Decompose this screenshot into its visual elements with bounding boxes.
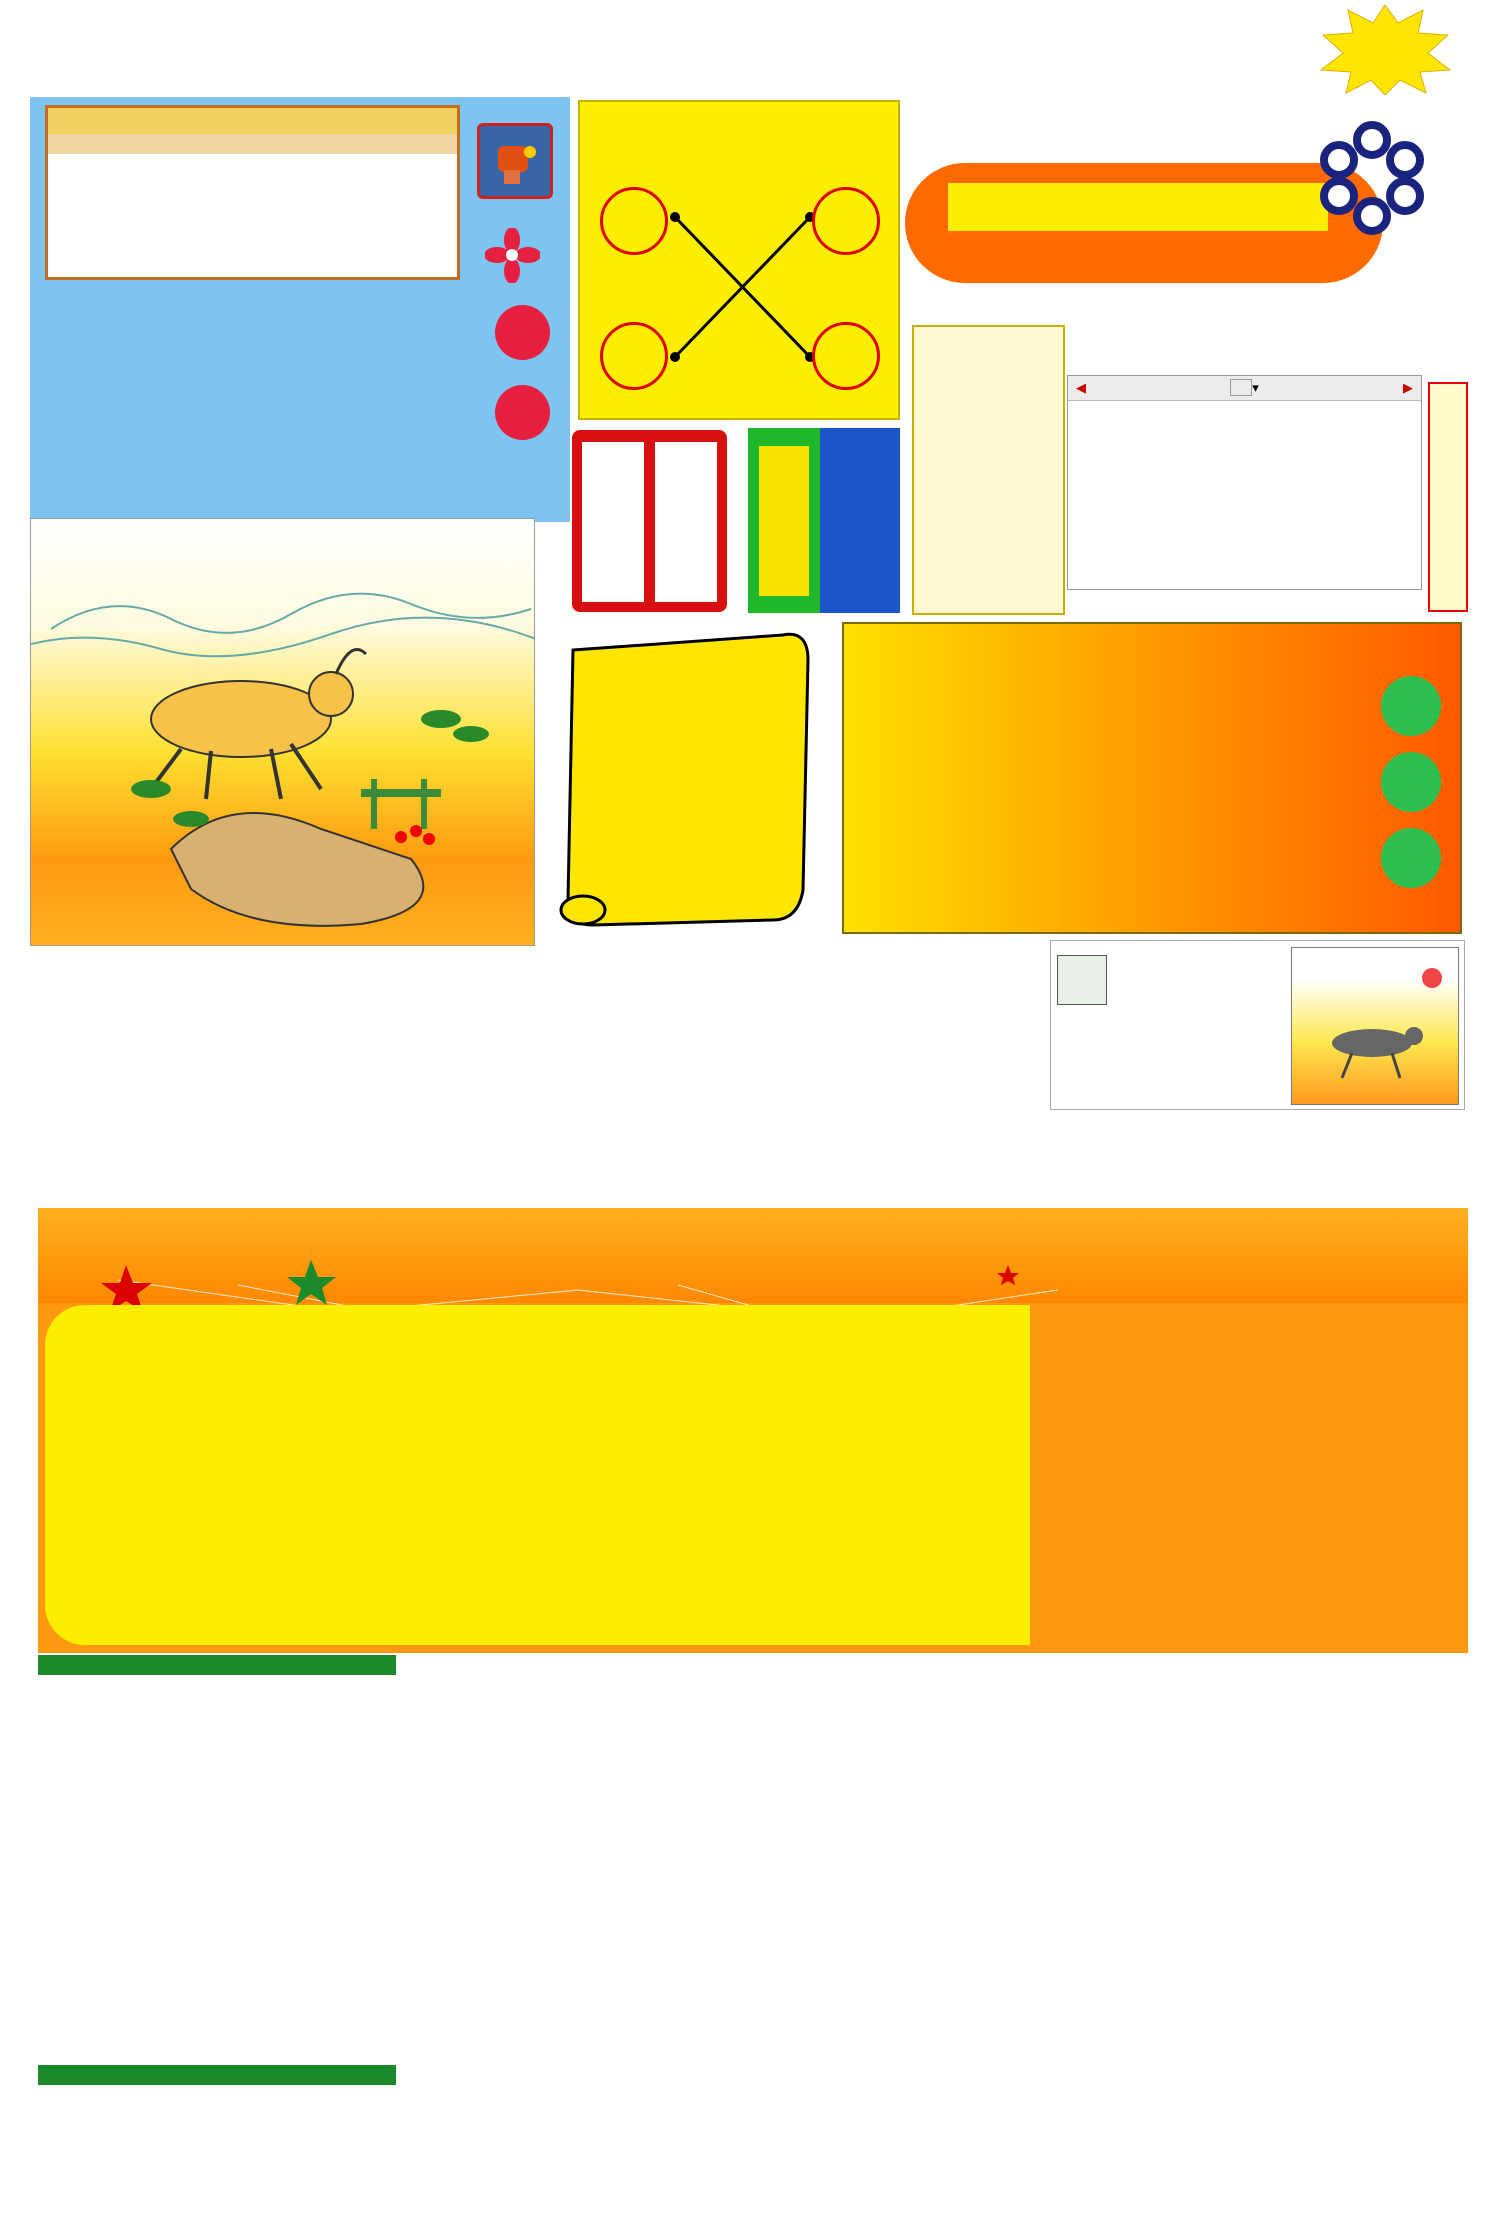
special-panel — [748, 428, 900, 613]
ring-logo-icon — [1312, 118, 1432, 238]
combo-number-bl — [600, 322, 668, 390]
starburst-icon — [1318, 5, 1453, 95]
special-number-box — [748, 428, 820, 613]
special-ball-35 — [1381, 752, 1441, 812]
combo-number-tl — [600, 187, 668, 255]
goat-illustration — [30, 518, 535, 946]
stats-table — [38, 2065, 1463, 2195]
calendar-selector[interactable]: ▾ — [1230, 380, 1259, 396]
number-ball-42 — [495, 385, 550, 440]
big-card — [582, 442, 644, 602]
notice-icon — [1057, 955, 1107, 1005]
draw-results-title — [38, 1655, 396, 1675]
draw-labels — [38, 1655, 396, 2070]
calendar-side-label — [1428, 382, 1468, 612]
calendar-header — [1068, 376, 1421, 401]
draw-results — [38, 1655, 1463, 2070]
scroll-text — [583, 660, 793, 890]
lucky-combo-panel — [578, 100, 900, 420]
special-label-box — [820, 428, 900, 613]
recommend-panel — [842, 622, 1462, 934]
table-title — [48, 108, 457, 134]
moon-icon-right — [1408, 1255, 1433, 1285]
double-card — [655, 442, 717, 602]
fortune-panel — [45, 1305, 1030, 1645]
flower-icon — [485, 228, 540, 283]
left-border — [2, 90, 22, 2190]
special-ball-47 — [1381, 828, 1441, 888]
calendar-grid — [1068, 401, 1421, 417]
special-ball-06 — [1381, 676, 1441, 736]
table-headers — [48, 134, 457, 154]
big-small-panel — [572, 430, 727, 612]
next-month-icon[interactable]: ▶ — [1403, 380, 1413, 395]
draw-grid — [400, 1655, 1463, 2070]
poem-panel — [912, 325, 1065, 615]
special-number-side — [1309, 624, 1464, 932]
combo-number-br — [812, 322, 880, 390]
stats-title — [38, 2065, 396, 2085]
right-border — [1475, 90, 1495, 2190]
calendar — [1067, 375, 1422, 590]
header-yellow-box — [948, 183, 1328, 231]
zodiac-wheel — [1020, 1305, 1460, 1650]
zodiac-wheel-svg — [1020, 1305, 1460, 1650]
notice-panel — [1050, 940, 1465, 1110]
bottom-border — [20, 2198, 1480, 2216]
fist-icon — [477, 123, 553, 199]
goat-scene — [31, 519, 535, 946]
scroll-panel — [553, 630, 813, 930]
notice-picture — [1291, 947, 1459, 1105]
top-badge — [1318, 5, 1453, 95]
calendar-month — [1230, 379, 1252, 396]
combo-number-tr — [812, 187, 880, 255]
analysis-text — [42, 290, 492, 490]
capture-badge — [475, 110, 555, 215]
number-ball-31 — [495, 305, 550, 360]
weak-strong-table — [45, 105, 460, 280]
top-border — [20, 70, 1480, 88]
prev-month-icon[interactable]: ◀ — [1076, 380, 1086, 395]
